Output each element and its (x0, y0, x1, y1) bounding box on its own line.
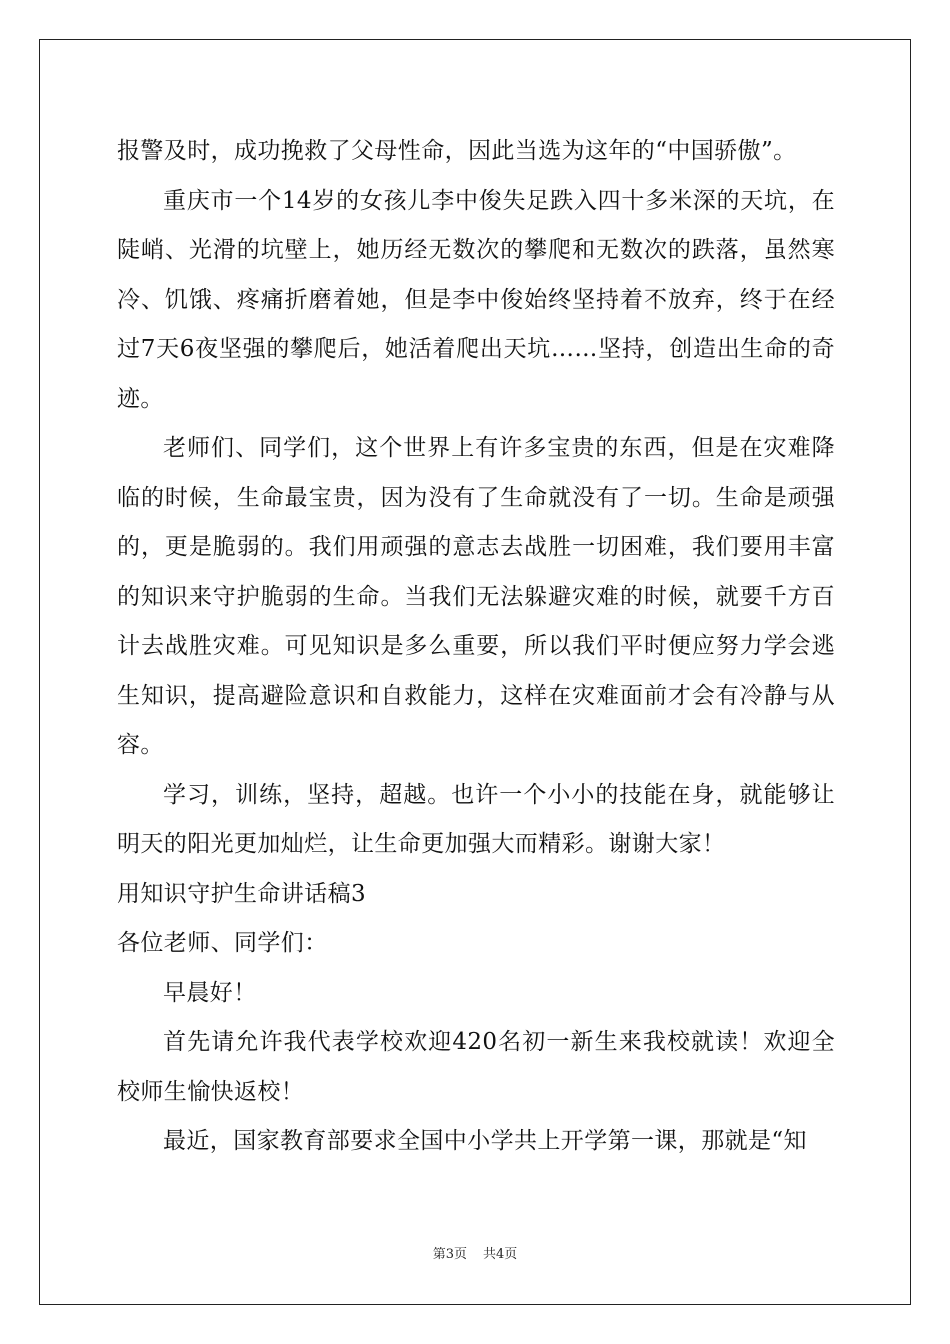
document-body (117, 127, 835, 1167)
paragraph-li-zhongjun: 重庆市一个14岁的女孩儿李中俊失足跌入四十多米深的天坑，在陡峭、光滑的坑壁上，她历经无数次的攀爬和无数次的跌落，虽然寒冷、饥饿、疼痛折磨着她，但是李中俊始终坚持着不放弃，终于在经过7天6夜坚强的攀爬后，她活着爬出天坑……坚持，创造出生命的奇迹。 (117, 187, 835, 412)
paragraph-life-precious: 老师们、同学们，这个世界上有许多宝贵的东西，但是在灾难降临的时候，生命最宝贵，因为没有了生命就没有了一切。生命是顽强的，更是脆弱的。我们用顽强的意志去战胜一切困难，我们要用丰富的知识来守护脆弱的生命。当我们无法躲避灾难的时候，就要千方百计去战胜灾难。可见知识是多么重要，所以我们平时便应努力学会逃生知识，提高避险意识和自救能力，这样在灾难面前才会有冷静与从容。 (117, 435, 835, 758)
paragraph-first-lesson: 最近，国家教育部要求全国中小学共上开学第一课，那就是“知 (163, 1128, 807, 1154)
paragraph-welcome: 首先请允许我代表学校欢迎420名初一新生来我校就读！欢迎全校师生愉快返校！ (117, 1029, 835, 1105)
section-heading: 用知识守护生命讲话稿3 (117, 880, 367, 907)
page-number: 第3页 (432, 1247, 467, 1262)
page-total: 共4页 (483, 1247, 518, 1262)
salutation: 各位老师、同学们： (117, 930, 328, 956)
paragraph-closing: 学习，训练，坚持，超越。也许一个小小的技能在身，就能够让明天的阳光更加灿烂，让生命更加强大而精彩。谢谢大家！ (117, 781, 835, 857)
page-footer (0, 1246, 950, 1264)
paragraph-continuation: 报警及时，成功挽救了父母性命，因此当选为这年的“中国骄傲”。 (117, 138, 797, 164)
greeting: 早晨好！ (163, 979, 257, 1006)
